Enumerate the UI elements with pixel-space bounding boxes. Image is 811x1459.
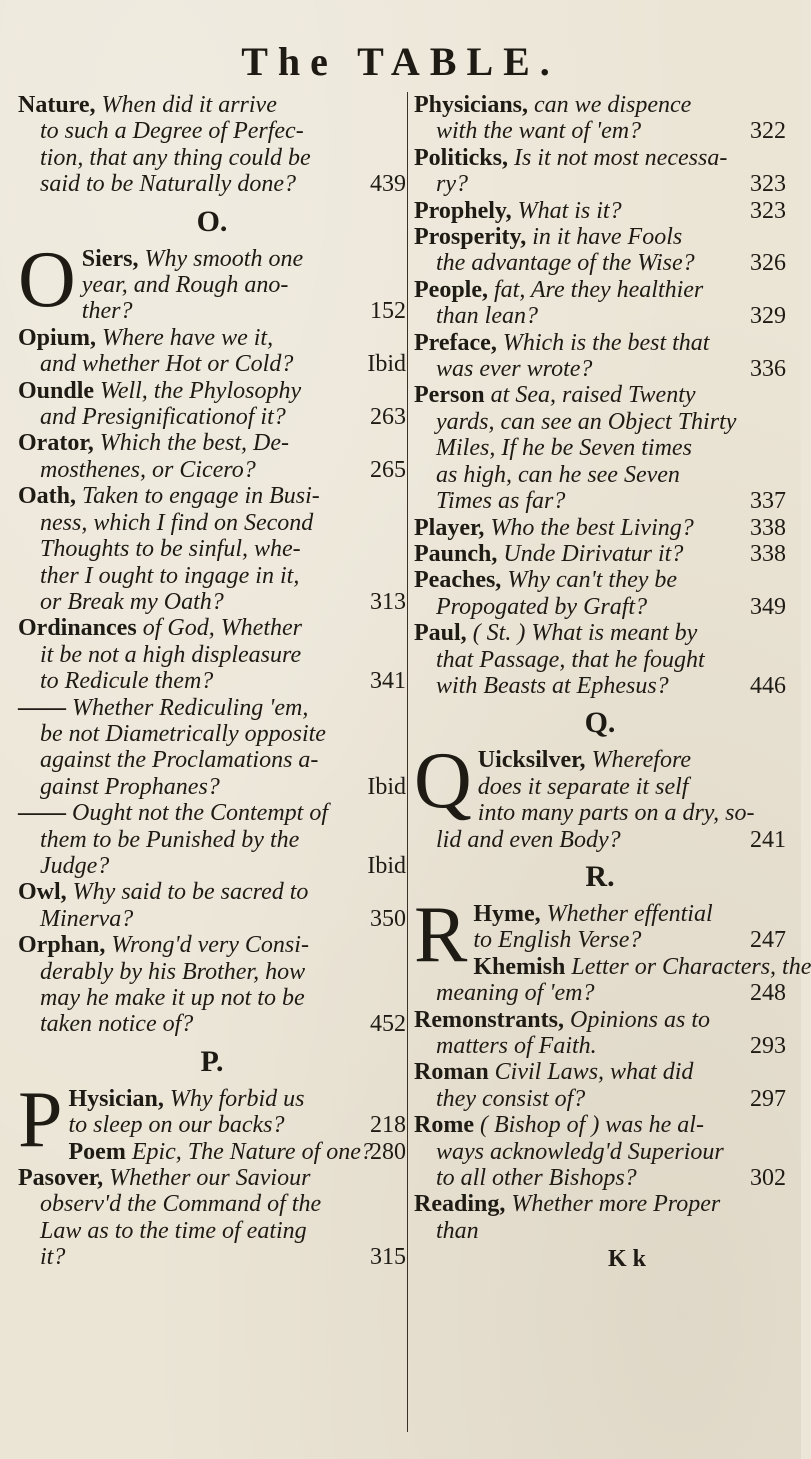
index-entry [414,92,786,145]
entry-line [414,356,786,382]
entry-head: Physicians, [414,92,535,118]
index-entry [414,515,786,541]
page-number: 302 [750,1165,786,1192]
entry-head: Prosperity, [414,224,533,251]
entry-line [414,198,786,224]
index-entry [18,695,406,801]
entry-line [414,303,786,329]
entry-line [18,246,406,272]
entry-text: Ought not the Contempt of [72,800,328,827]
entry-head: Owl, [18,879,73,906]
entry-line [414,515,786,541]
entry-text: year, and Rough ano- [81,272,289,299]
index-entry [18,235,406,325]
signature-mark: K k [607,1246,646,1273]
entry-line [18,404,406,430]
index-entry [414,224,786,277]
page-number: Ibid [367,773,406,800]
column-rule [407,92,408,1432]
entry-text: Wherefore [591,747,692,774]
entry-text: Who the best Living? [490,514,694,541]
entry-head: Peaches, [414,567,508,594]
entry-text: When did it arrive [101,92,277,118]
entry-line [18,457,406,483]
entry-line [18,1112,406,1138]
index-entry [18,879,406,932]
entry-text: Civil Laws, what did [494,1059,694,1086]
index-entry [414,1191,786,1244]
entry-line [414,277,786,303]
page-number: 152 [370,298,406,325]
page-number: 323 [750,171,786,198]
entry-text: mosthenes, or Cicero? [40,456,256,483]
index-entry [414,1059,786,1112]
entry-line [18,1165,406,1191]
entry-head: Orator, [18,430,100,457]
entry-text: Taken to engage in Busi- [82,483,320,510]
entry-line [414,1139,786,1165]
entry-text: it? [40,1244,66,1271]
entry-text: lid and even Body? [436,826,621,853]
entry-line [18,985,406,1011]
entry-text: to English Verse? [473,927,642,954]
entry-text: ways acknowledg'd Superiour [436,1138,724,1165]
entry-head: Poem [68,1138,132,1165]
entry-text: Wrong'd very Consi- [111,932,309,959]
entry-head: Remonstrants, [414,1006,570,1033]
entry-text: can we dispence [534,92,692,118]
entry-text: with the want of 'em? [436,118,642,145]
entry-line [414,1191,786,1217]
entry-text: against the Proclamations a- [40,747,319,774]
entry-text: ( St. ) What is meant by [472,620,698,647]
entry-text: as high, can he see Seven [436,461,680,488]
entry-line [18,483,406,509]
left-column [18,92,406,1271]
entry-line [18,747,406,773]
entry-line [414,567,786,593]
index-entry [414,1112,786,1191]
entry-line [414,92,786,118]
drop-initial: R [414,890,468,979]
entry-head: Reading, [414,1191,512,1218]
entry-text: Judge? [40,852,110,879]
entry-text: the advantage of the Wise? [436,250,695,277]
entry-line [18,853,406,879]
drop-initial: Q [414,737,472,826]
index-entry [414,953,811,1007]
entry-text: may he make it up not to be [40,985,305,1011]
entry-line [18,1191,406,1217]
section-letter: R. [585,859,615,893]
entry-head: Khemish [473,953,572,980]
entry-text: Unde Dirivatur it? [503,540,684,567]
section-letter: Q. [584,706,616,740]
entry-line [18,906,406,932]
entry-line [18,1218,406,1244]
index-entry [414,330,786,383]
entry-line [414,827,786,853]
entry-line [18,145,406,171]
entry-text: to all other Bishops? [436,1165,637,1192]
entry-text: derably by his Brother, how [40,958,306,985]
page-number: 338 [750,514,786,541]
entry-head: Oundle [18,377,101,404]
page-number: 265 [370,456,406,483]
index-entry [414,145,786,198]
page-number: 446 [750,672,786,699]
page-number: 323 [750,197,786,224]
entry-line [18,378,406,404]
index-entry [18,483,406,615]
entry-line [18,171,406,197]
page-number: 218 [370,1112,406,1139]
entry-head: Opium, [18,324,103,351]
entry-text: taken notice of? [40,1011,194,1038]
entry-line [414,330,786,356]
entry-head: Paunch, [414,540,504,567]
index-entry [18,325,406,378]
entry-line [414,224,786,250]
entry-text: than lean? [436,303,538,330]
index-entry [414,277,786,330]
entry-text: Is it not most necessa- [514,144,728,171]
entry-text: them to be Punished by the [40,826,300,853]
entry-text: yards, can see an Object Thirty [436,408,737,435]
entry-line [18,1139,406,1165]
entry-line [414,541,786,567]
entry-text: in it have Fools [532,224,683,251]
entry-line [18,879,406,905]
page-number: 336 [750,356,786,383]
entry-line [414,594,786,620]
entry-text: or Break my Oath? [40,588,224,615]
index-entry [414,1007,786,1060]
entry-line [414,1112,786,1138]
entry-line [414,1086,786,1112]
entry-text: Where have we it, [102,324,274,351]
entry-head: Hysician, [68,1085,170,1112]
entry-head: Prophely, [414,197,518,224]
entry-text: Why said to be sacred to [72,879,309,906]
index-entry [18,1165,406,1271]
entry-line [414,488,786,514]
page-number: 329 [750,303,786,330]
entry-text: with Beasts at Ephesus? [436,672,669,699]
entry-text: Well, the Phylosophy [100,377,302,404]
entry-head: People, [414,276,494,303]
page-number: 241 [750,826,786,853]
page-number: 315 [370,1244,406,1271]
entry-text: at Sea, raised Twenty [490,382,696,409]
entry-text: Thoughts to be sinful, whe- [40,536,301,563]
index-entry [18,800,406,879]
index-entry [414,382,786,514]
entry-line [18,1086,406,1112]
entry-text: to Redicule them? [40,668,214,695]
entry-text: it be not a high displeasure [40,641,302,668]
entry-line [414,1007,786,1033]
page-number: 247 [750,927,786,954]
entry-text: fat, Are they healthier [493,276,704,303]
entry-line [18,668,406,694]
page-number: 341 [370,668,406,695]
drop-initial: P [18,1075,63,1164]
index-entry [18,932,406,1038]
index-entry [414,198,786,224]
entry-text: tion, that any thing could be [40,144,311,171]
entry-text: and whether Hot or Cold? [40,351,294,378]
index-entry [18,430,406,483]
entry-text: be not Diametrically opposite [40,720,326,747]
entry-line [414,901,786,927]
entry-text: was ever wrote? [436,356,593,383]
page-number: 280 [370,1138,406,1165]
entry-line [18,615,406,641]
index-entry [18,378,406,431]
entry-line [414,1033,786,1059]
page-number: 350 [370,905,406,932]
entry-line [414,953,811,980]
entry-line [18,932,406,958]
drop-initial: O [18,235,76,324]
entry-line [414,927,786,953]
entry-text: ness, which I find on Second [40,509,314,536]
entry-head: Hyme, [473,900,547,927]
section-letter: O. [196,204,228,238]
entry-text: Miles, If he be Seven times [436,435,692,462]
entry-line [18,430,406,456]
entry-text: matters of Faith. [436,1033,597,1059]
running-head: The TABLE. [241,39,560,84]
entry-text: than [436,1217,479,1244]
index-entry [18,92,406,198]
entry-line [414,647,786,673]
entry-line [18,695,406,721]
entry-text: ( Bishop of ) was he al- [479,1112,704,1139]
entry-line [414,145,786,171]
entry-line [414,409,786,435]
entry-text: and Presignificationof it? [40,404,286,431]
entry-text: does it separate it self [477,773,689,800]
page-number: Ibid [367,351,406,378]
entry-line [18,298,406,324]
page-number: 263 [370,404,406,431]
page-number: 337 [750,488,786,515]
entry-line [18,272,406,298]
entry-line [18,959,406,985]
entry-line [18,774,406,800]
entry-head: Roman [414,1059,495,1086]
entry-head: Siers, [81,245,145,272]
page-number: 338 [750,540,786,567]
entry-text: Why smooth one [144,245,304,272]
entry-text: observ'd the Command of the [40,1191,322,1218]
entry-text: Law as to the time of eating [40,1217,307,1244]
entry-line [414,118,786,144]
entry-text: Which is the best that [502,329,710,356]
entry-text: Whether more Proper [511,1191,721,1218]
entry-line [414,1165,786,1191]
entry-text: Whether our Saviour [109,1165,311,1192]
entry-line [414,382,786,408]
page-number: 349 [750,593,786,620]
page-number: 293 [750,1033,786,1059]
entry-head: Person [414,382,491,409]
entry-head: Oath, [18,483,83,510]
entry-text: Why can't they be [507,567,678,594]
entry-head: Rome [414,1112,480,1139]
entry-line [414,1059,786,1085]
page-number: 439 [370,171,406,198]
entry-text: Opinions as to [570,1006,711,1033]
index-entry [414,541,786,567]
entry-line [414,620,786,646]
entry-head: Ordinances [18,615,143,642]
entry-text: Propogated by Graft? [436,593,648,620]
entry-text: What is it? [517,197,622,224]
entry-head: Politicks, [414,144,514,171]
entry-text: gainst Prophanes? [40,773,220,800]
entry-text: said to be Naturally done? [40,171,296,198]
page-number: 297 [750,1085,786,1112]
page-number: 322 [750,118,786,145]
entry-head: Pasover, [18,1165,110,1192]
entry-line [18,589,406,615]
entry-line [18,325,406,351]
entry-head: Uicksilver, [477,747,592,774]
entry-line [18,721,406,747]
entry-line [414,435,786,461]
entry-head: —— [18,800,72,827]
entry-line [414,462,786,488]
entry-head: Paul, [414,620,473,647]
entry-text: into many parts on a dry, so- [477,800,755,827]
entry-line [18,642,406,668]
entry-text: of God, Whether [142,615,302,642]
entry-line [414,980,786,1006]
index-entry [414,737,786,853]
entry-line [414,673,786,699]
entry-text: Which the best, De- [99,430,290,457]
entry-head: Player, [414,514,491,541]
page-number: 452 [370,1011,406,1038]
right-column [414,92,811,1274]
entry-line [414,1218,786,1244]
page-number: Ibid [367,852,406,879]
entry-text: Epic, The Nature of one? [131,1138,373,1165]
entry-text: Whether effential [546,900,713,927]
entry-line [18,800,406,826]
index-entry [414,567,786,620]
entry-text: ther I ought to ingage in it, [40,562,300,589]
entry-text: Whether Rediculing 'em, [72,694,309,721]
entry-text: that Passage, that he fought [436,646,705,673]
entry-line [18,536,406,562]
entry-line [414,250,786,276]
entry-line [18,827,406,853]
entry-head: Preface, [414,329,503,356]
entry-text: Letter or Characters, the [571,953,811,980]
entry-text: to such a Degree of Perfec- [40,118,304,145]
entry-line [18,1011,406,1037]
entry-text: Times as far? [436,488,566,515]
entry-head: —— [18,694,72,721]
entry-text: Minerva? [40,905,134,932]
page-number: 248 [750,980,786,1007]
entry-line [414,171,786,197]
entry-text: to sleep on our backs? [68,1112,285,1139]
entry-text: they consist of? [436,1085,586,1112]
entry-text: Why forbid us [169,1085,305,1112]
entry-text: ry? [436,171,468,198]
index-entry [18,1139,406,1165]
entry-line [18,351,406,377]
page-number: 313 [370,588,406,615]
entry-line [18,1244,406,1270]
entry-head: Orphan, [18,932,112,959]
entry-line [18,563,406,589]
index-entry [18,615,406,694]
entry-line [18,118,406,144]
entry-head: Nature, [18,92,102,118]
page-number: 326 [750,250,786,277]
section-letter: P. [200,1044,224,1078]
entry-text: ther? [81,298,133,325]
entry-line [18,92,406,118]
entry-text: meaning of 'em? [436,980,595,1007]
entry-line [18,510,406,536]
index-entry [414,620,786,699]
